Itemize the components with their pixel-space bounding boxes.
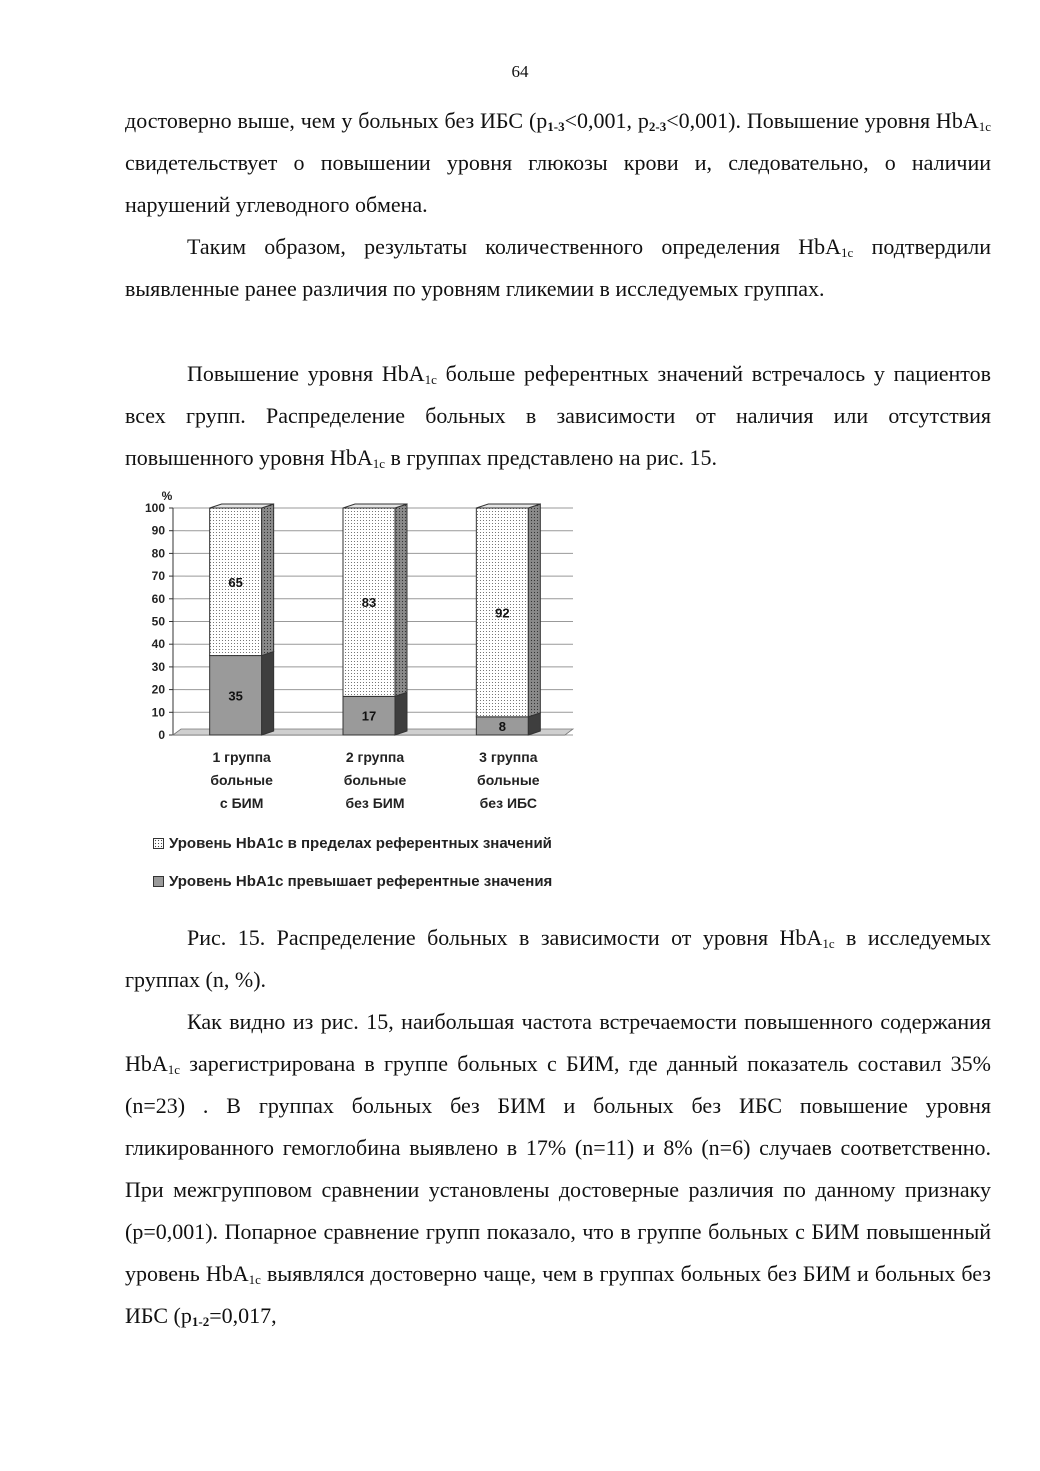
y-tick-label: 30 (151, 659, 165, 674)
bar-top-cap (476, 504, 540, 508)
category-label: 1 группа (212, 749, 271, 765)
category-label: 2 группа (345, 749, 405, 765)
y-tick-label: 100 (144, 501, 165, 515)
data-label-normal: 92 (495, 605, 510, 621)
y-tick-label: 50 (151, 614, 165, 629)
legend-label-elevated: Уровень HbA1c превышает референтные значения (169, 873, 553, 890)
category-label: без БИМ (345, 795, 405, 811)
figure-caption: Рис. 15. Распределение больных в зависимости от уровня HbA1c в исследуемых группах (n, %). (125, 925, 992, 992)
legend-item-normal (153, 835, 552, 852)
bar-top-cap (210, 504, 274, 508)
legend-swatch-gray (153, 876, 164, 887)
bar-elevated-side (262, 652, 274, 735)
y-tick-label: 60 (151, 591, 165, 606)
paragraph-4: Как видно из рис. 15, наибольшая частота встречаемости повышенного содержания HbA1c зарегистрирована в группе больных с БИМ, где данный показатель составил 35% (n=23) . В группах больных без БИМ и больных без ИБС повышение уровня гликированного гемоглобина выявлено в 17% (n=11) и 8% (n=6) случаев соответственно. При межгрупповом сравнении установлены достоверные различия по данному признаку (p=0,001). Попарное сравнение групп показало, что в группе больных с БИМ повышенный уровень HbA1c выявлялся достоверно чаще, чем в группах больных без БИМ и больных без ИБС (p1-2=0,017, (125, 1009, 991, 1329)
legend-item-elevated (153, 873, 552, 890)
category-label: больные (210, 772, 273, 788)
y-tick-label: 20 (151, 682, 165, 697)
category-label: больные (343, 772, 407, 788)
data-label-normal: 65 (228, 574, 243, 590)
category-label: больные (477, 772, 540, 788)
y-tick-label: 70 (151, 569, 165, 584)
data-label-elevated: 17 (361, 708, 377, 724)
y-tick-label: 10 (151, 705, 165, 720)
y-tick-label: 90 (151, 523, 165, 538)
legend-swatch-dotted (153, 838, 164, 849)
paragraph-3: Повышение уровня HbA1c больше референтных значений встречалось у пациентов всех групп. Распределение больных в зависимости от наличия или отсутствия повышенного уровня HbA1c в группах представлено на рис. 15. (125, 361, 991, 471)
bar-normal-side (262, 504, 274, 656)
category-label: 3 группа (479, 749, 538, 765)
y-tick-label: 40 (151, 637, 165, 652)
paragraph-1: достоверно выше, чем у больных без ИБС (p1-3<0,001, p2-3<0,001). Повышение уровня HbA1c свидетельствует о повышении уровня глюкозы крови и, следовательно, о наличии нарушений углеводного обмена. (125, 108, 991, 217)
legend-label-normal: Уровень HbA1c в пределах референтных значений (169, 835, 552, 852)
bar-elevated-side (395, 692, 407, 735)
hba1c-stacked-bar-chart (125, 483, 595, 823)
bar-top-cap (343, 504, 407, 508)
data-label-elevated: 35 (228, 688, 243, 704)
data-label-normal: 83 (361, 595, 377, 611)
paragraph-2: Таким образом, результаты количественного определения HbA1c подтвердили выявленные ранее различия по уровням гликемии в исследуемых группах. (125, 234, 991, 301)
data-label-elevated: 8 (498, 718, 506, 734)
category-label: без ИБС (479, 795, 538, 811)
y-tick-label: 0 (158, 728, 165, 742)
category-label: с БИМ (219, 795, 264, 811)
page-number: 64 (511, 62, 529, 81)
bar-normal-side (395, 504, 407, 696)
y-axis-label: % (161, 489, 173, 503)
bar-normal-side (528, 504, 540, 717)
y-tick-label: 80 (151, 546, 165, 561)
